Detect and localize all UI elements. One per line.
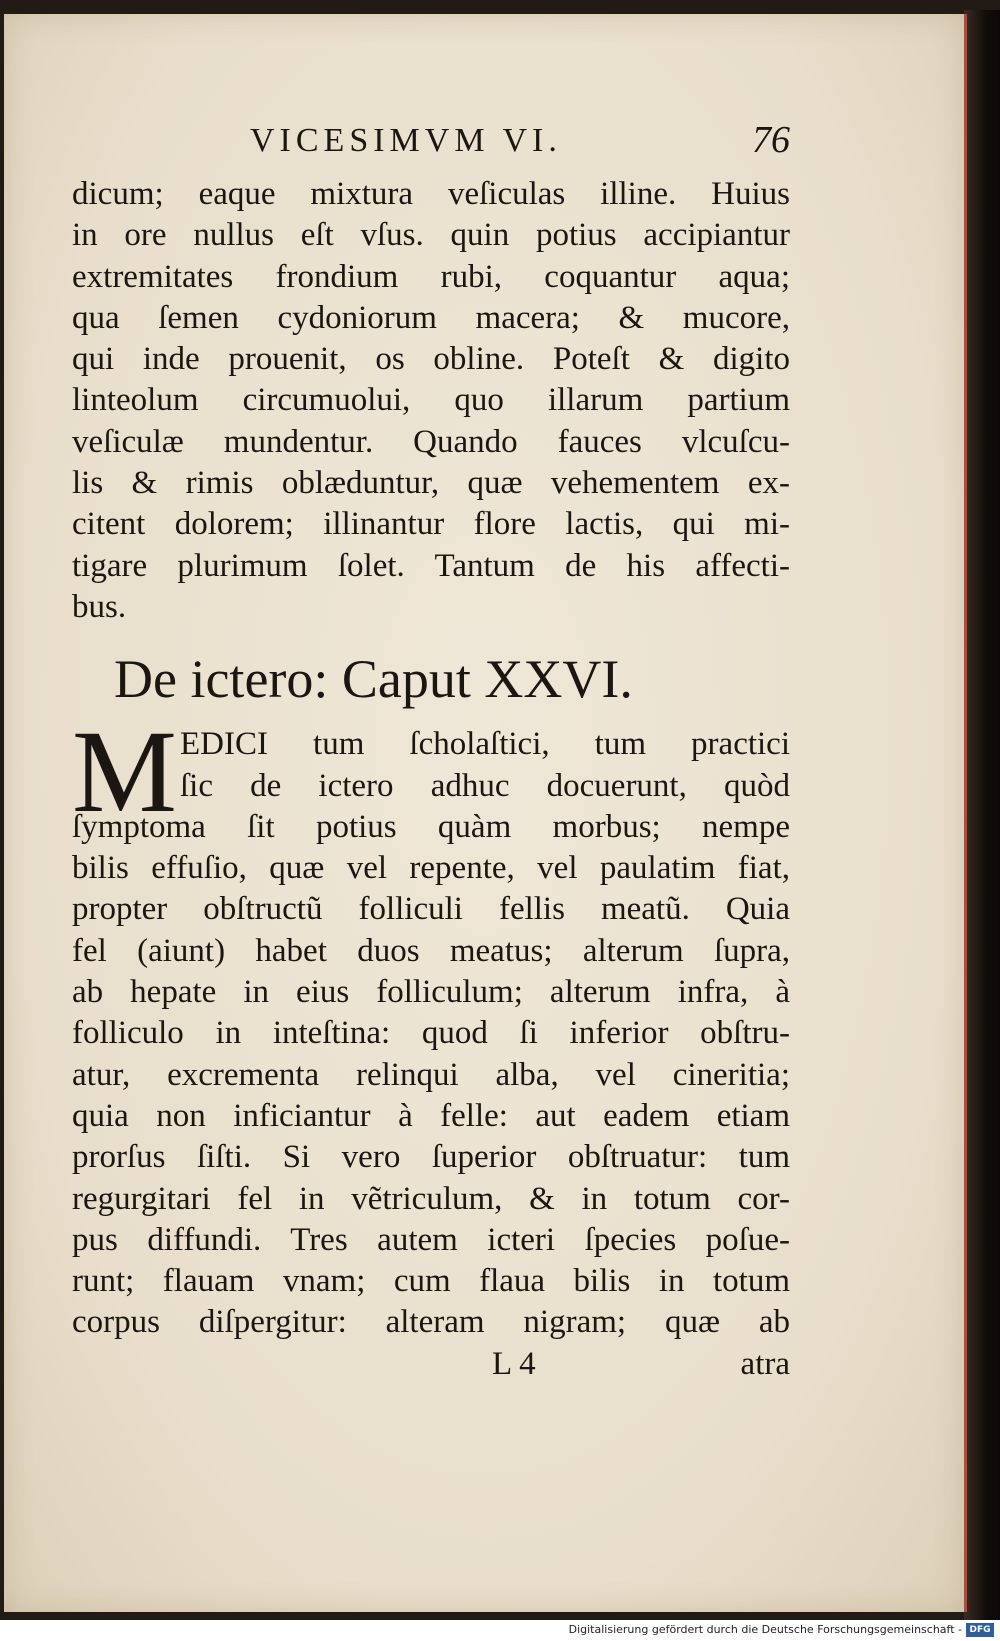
text-line: regurgitari fel in vẽtriculum, & in totum cor- <box>72 1180 790 1217</box>
text-line: prorſus ſiſti. Si vero ſuperior obſtruatur: tum <box>72 1139 790 1176</box>
text-line: corpus diſpergitur: alteram nigram; quæ ab <box>72 1304 790 1341</box>
credit-text: Digitalisierung gefördert durch die Deutsche Forschungsgemeinschaft - <box>568 1623 962 1636</box>
text-line: EDICI tum ſcholaſtici, tum practici <box>180 726 790 763</box>
running-head-title: VICESIMVM VI. <box>250 122 562 159</box>
text-line: veſiculæ mundentur. Quando fauces vlcuſcu- <box>72 423 790 460</box>
paragraph-after <box>72 807 790 1344</box>
text-line: folliculo in inteſtina: quod ſi inferior obſtru- <box>72 1015 790 1052</box>
signature-mark: L 4 <box>492 1345 536 1382</box>
text-block <box>72 114 790 1388</box>
credit-bar <box>0 1620 1000 1641</box>
text-line: dicum; eaque mixtura veſiculas illine. Huius <box>72 176 790 212</box>
text-line: atur, excrementa relinqui alba, vel cineritia; <box>72 1056 790 1093</box>
text-line: ſic de ictero adhuc docuerunt, quòd <box>180 767 790 804</box>
text-line: runt; flauam vnam; cum flaua bilis in totum <box>72 1263 790 1300</box>
text-line: bilis effuſio, quæ vel repente, vel paulatim fiat, <box>72 850 790 887</box>
book-page <box>4 14 967 1612</box>
text-line: citent dolorem; illinantur flore lactis, qui mi- <box>72 506 790 543</box>
page-footer <box>72 1344 790 1388</box>
catchword: atra <box>740 1345 790 1382</box>
text-line: qui inde prouenit, os obline. Poteſt & digito <box>72 341 790 378</box>
book-spine-edge <box>964 10 1000 1620</box>
text-line: linteolum circumuolui, quo illarum partium <box>72 382 790 419</box>
text-line: quia non inficiantur à felle: aut eadem etiam <box>72 1097 790 1134</box>
text-line: qua ſemen cydoniorum macera; & mucore, <box>72 299 790 336</box>
paragraph-before <box>72 174 790 628</box>
text-line: bus. <box>72 588 127 625</box>
drop-cap-initial: M <box>72 706 177 838</box>
text-line: propter obſtructũ folliculi fellis meatũ. Quia <box>72 891 790 928</box>
page-number: 76 <box>752 119 790 161</box>
text-line: ab hepate in eius folliculum; alterum infra, à <box>72 974 790 1011</box>
text-line: fel (aiunt) habet duos meatus; alterum ſupra, <box>72 932 790 969</box>
text-line: extremitates frondium rubi, coquantur aqua; <box>72 258 790 295</box>
running-head <box>72 114 790 174</box>
text-line: in ore nullus eſt vſus. quin potius accipiantur <box>72 217 790 254</box>
dfg-logo: DFG <box>966 1623 994 1637</box>
text-line: ſymptoma ſit potius quàm morbus; nempe <box>72 808 790 845</box>
chapter-heading: De ictero: Caput XXVI. <box>114 649 633 710</box>
text-line: lis & rimis oblæduntur, quæ vehementem ex- <box>72 465 790 502</box>
text-line: tigare plurimum ſolet. Tantum de his affecti- <box>72 547 790 584</box>
text-line: pus diffundi. Tres autem icteri ſpecies poſue- <box>72 1221 790 1258</box>
